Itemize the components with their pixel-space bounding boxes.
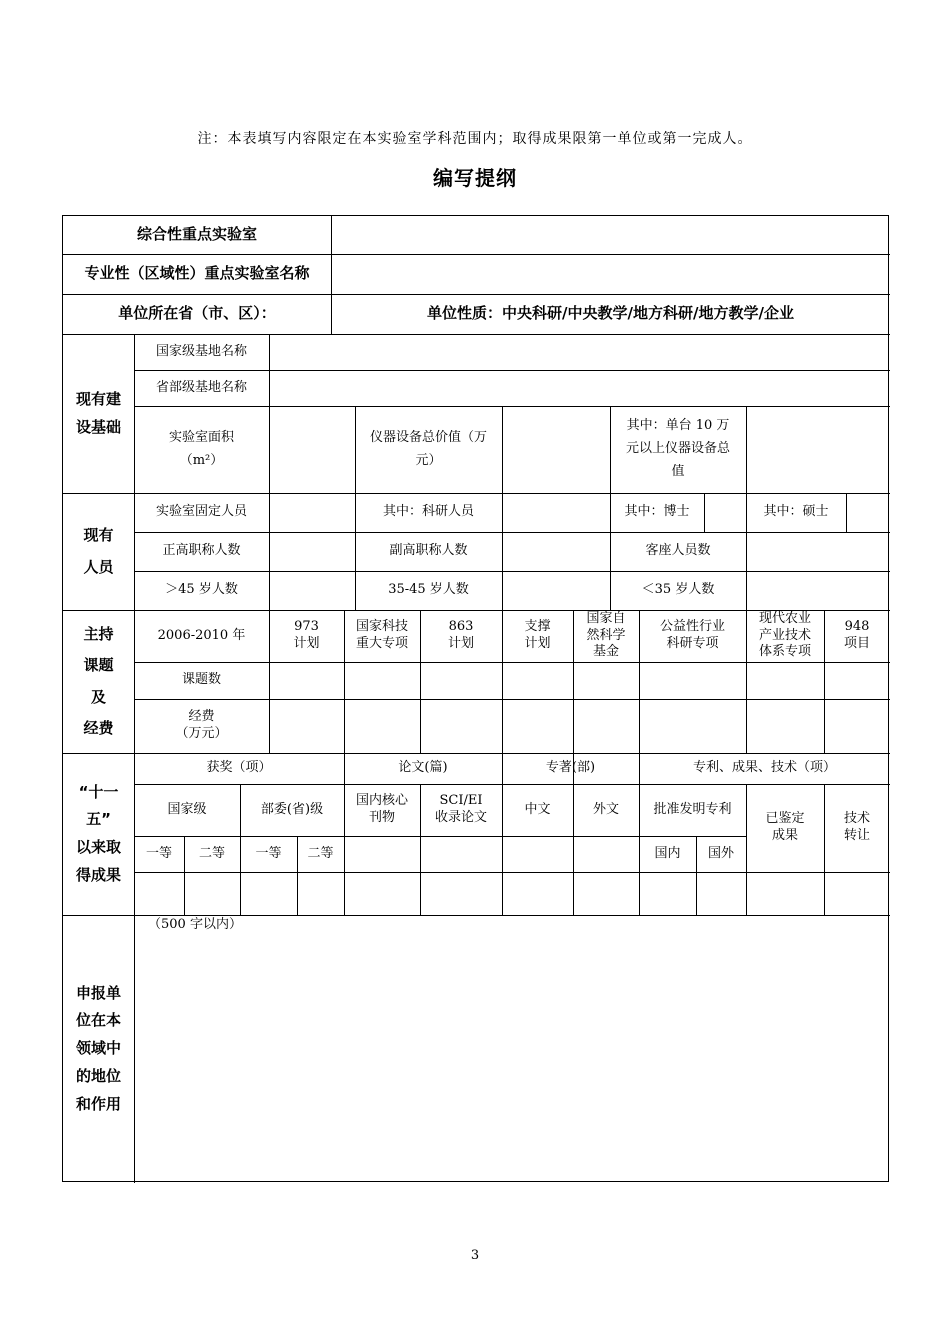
project-col-nsfc: 国家自 然科学 基金 — [586, 610, 626, 660]
fixed-staff-label: 实验室固定人员 — [155, 504, 247, 520]
projects-section-label: 主持 课题 及 经费 — [83, 624, 114, 737]
national-level-label: 国家级 — [167, 801, 207, 817]
application-form — [62, 215, 889, 1182]
national-second-class-label: 二等 — [198, 845, 225, 861]
master-label: 其中：硕士 — [763, 504, 829, 520]
visiting-staff-field[interactable] — [746, 532, 890, 571]
abroad-patent-label: 国外 — [707, 845, 734, 861]
fixed-staff-field[interactable] — [269, 493, 355, 532]
project-col-863: 863 计划 — [447, 619, 474, 651]
lab-area-label: 实验室面积 （m²） — [168, 429, 234, 468]
phd-label: 其中：博士 — [624, 504, 690, 520]
page-number: 3 — [470, 1248, 480, 1263]
position-text-area[interactable]: （500 字以内） — [148, 917, 242, 932]
comprehensive-lab-label: 综合性重点实验室 — [136, 225, 257, 244]
associate-title-field[interactable] — [502, 532, 610, 571]
domestic-patent-label: 国内 — [654, 845, 681, 861]
awards-label: 获奖（项） — [206, 760, 272, 776]
sci-ei-label: SCI/EI 收录论文 — [434, 793, 487, 825]
lab-area-field[interactable] — [269, 406, 355, 493]
phd-field[interactable] — [704, 493, 746, 532]
instrument-over10-field[interactable] — [746, 406, 890, 493]
under35-field[interactable] — [746, 571, 890, 610]
unit-nature-label: 单位性质：中央科研/中央教学/地方科研/地方教学/企业 — [427, 304, 794, 323]
base-section-label: 现有建 设基础 — [75, 389, 121, 436]
master-field[interactable] — [846, 493, 890, 532]
staff-section-label: 现有 人员 — [83, 526, 114, 576]
ministry-level-label: 部委(省)级 — [260, 801, 324, 817]
project-col-973: 973 计划 — [293, 619, 320, 651]
project-col-agri: 现代农业 产业技术 体系专项 — [758, 610, 811, 660]
province-label: 单位所在省（市、区）： — [118, 304, 276, 323]
period-label: 2006-2010 年 — [157, 627, 246, 643]
achievements-section-label: “十一 五” 以来取 得成果 — [75, 782, 121, 884]
tech-transfer-label: 技术 转让 — [843, 811, 870, 843]
instrument-over10-label: 其中：单台 10 万 元以上仪器设备总 值 — [625, 418, 730, 479]
instrument-value-field[interactable] — [502, 406, 610, 493]
core-journal-label: 国内核心 刊物 — [355, 793, 408, 825]
over45-label: ＞45 岁人数 — [165, 582, 238, 598]
age35-45-label: 35-45 岁人数 — [388, 582, 469, 598]
chinese-book-label: 中文 — [524, 801, 551, 817]
patents-group-label: 专利、成果、技术（项） — [692, 760, 836, 776]
specialized-lab-name-field[interactable] — [331, 254, 890, 294]
provincial-base-field[interactable] — [269, 370, 890, 406]
over45-field[interactable] — [269, 571, 355, 610]
project-funding-label: 经费 （万元） — [175, 709, 228, 741]
provincial-base-label: 省部级基地名称 — [155, 379, 247, 395]
page-title: 编写提纲 — [433, 166, 517, 190]
position-section-label: 申报单 位在本 领域中 的地位 和作用 — [75, 983, 121, 1113]
project-col-major: 国家科技 重大专项 — [355, 619, 408, 651]
specialized-lab-name-label: 专业性（区域性）重点实验室名称 — [84, 264, 310, 283]
under35-label: ＜35 岁人数 — [641, 582, 715, 598]
books-label: 专著(部) — [545, 760, 596, 776]
row-divider — [134, 872, 890, 873]
visiting-staff-label: 客座人员数 — [645, 543, 711, 559]
senior-title-label: 正高职称人数 — [162, 543, 241, 559]
project-col-948: 948 项目 — [843, 619, 870, 651]
associate-title-label: 副高职称人数 — [389, 543, 468, 559]
researchers-label: 其中：科研人员 — [382, 504, 474, 520]
project-col-support: 支撑 计划 — [524, 619, 551, 651]
national-first-class-label: 一等 — [145, 845, 172, 861]
ministry-second-class-label: 二等 — [307, 845, 334, 861]
project-count-label: 课题数 — [181, 672, 221, 688]
invention-patent-label: 批准发明专利 — [653, 801, 732, 817]
senior-title-field[interactable] — [269, 532, 355, 571]
papers-label: 论文(篇) — [398, 760, 448, 776]
project-col-public: 公益性行业 科研专项 — [659, 619, 725, 651]
instrument-value-label: 仪器设备总价值（万 元） — [369, 429, 487, 468]
national-base-label: 国家级基地名称 — [155, 343, 247, 359]
appraised-label: 已鉴定 成果 — [765, 811, 805, 843]
age35-45-field[interactable] — [502, 571, 610, 610]
researchers-field[interactable] — [502, 493, 610, 532]
foreign-book-label: 外文 — [592, 801, 619, 817]
national-base-field[interactable] — [269, 334, 890, 370]
ministry-first-class-label: 一等 — [255, 845, 282, 861]
form-note: 注：本表填写内容限定在本实验室学科范围内；取得成果限第一单位或第一完成人。 — [197, 131, 753, 147]
comprehensive-lab-field[interactable] — [331, 216, 890, 254]
